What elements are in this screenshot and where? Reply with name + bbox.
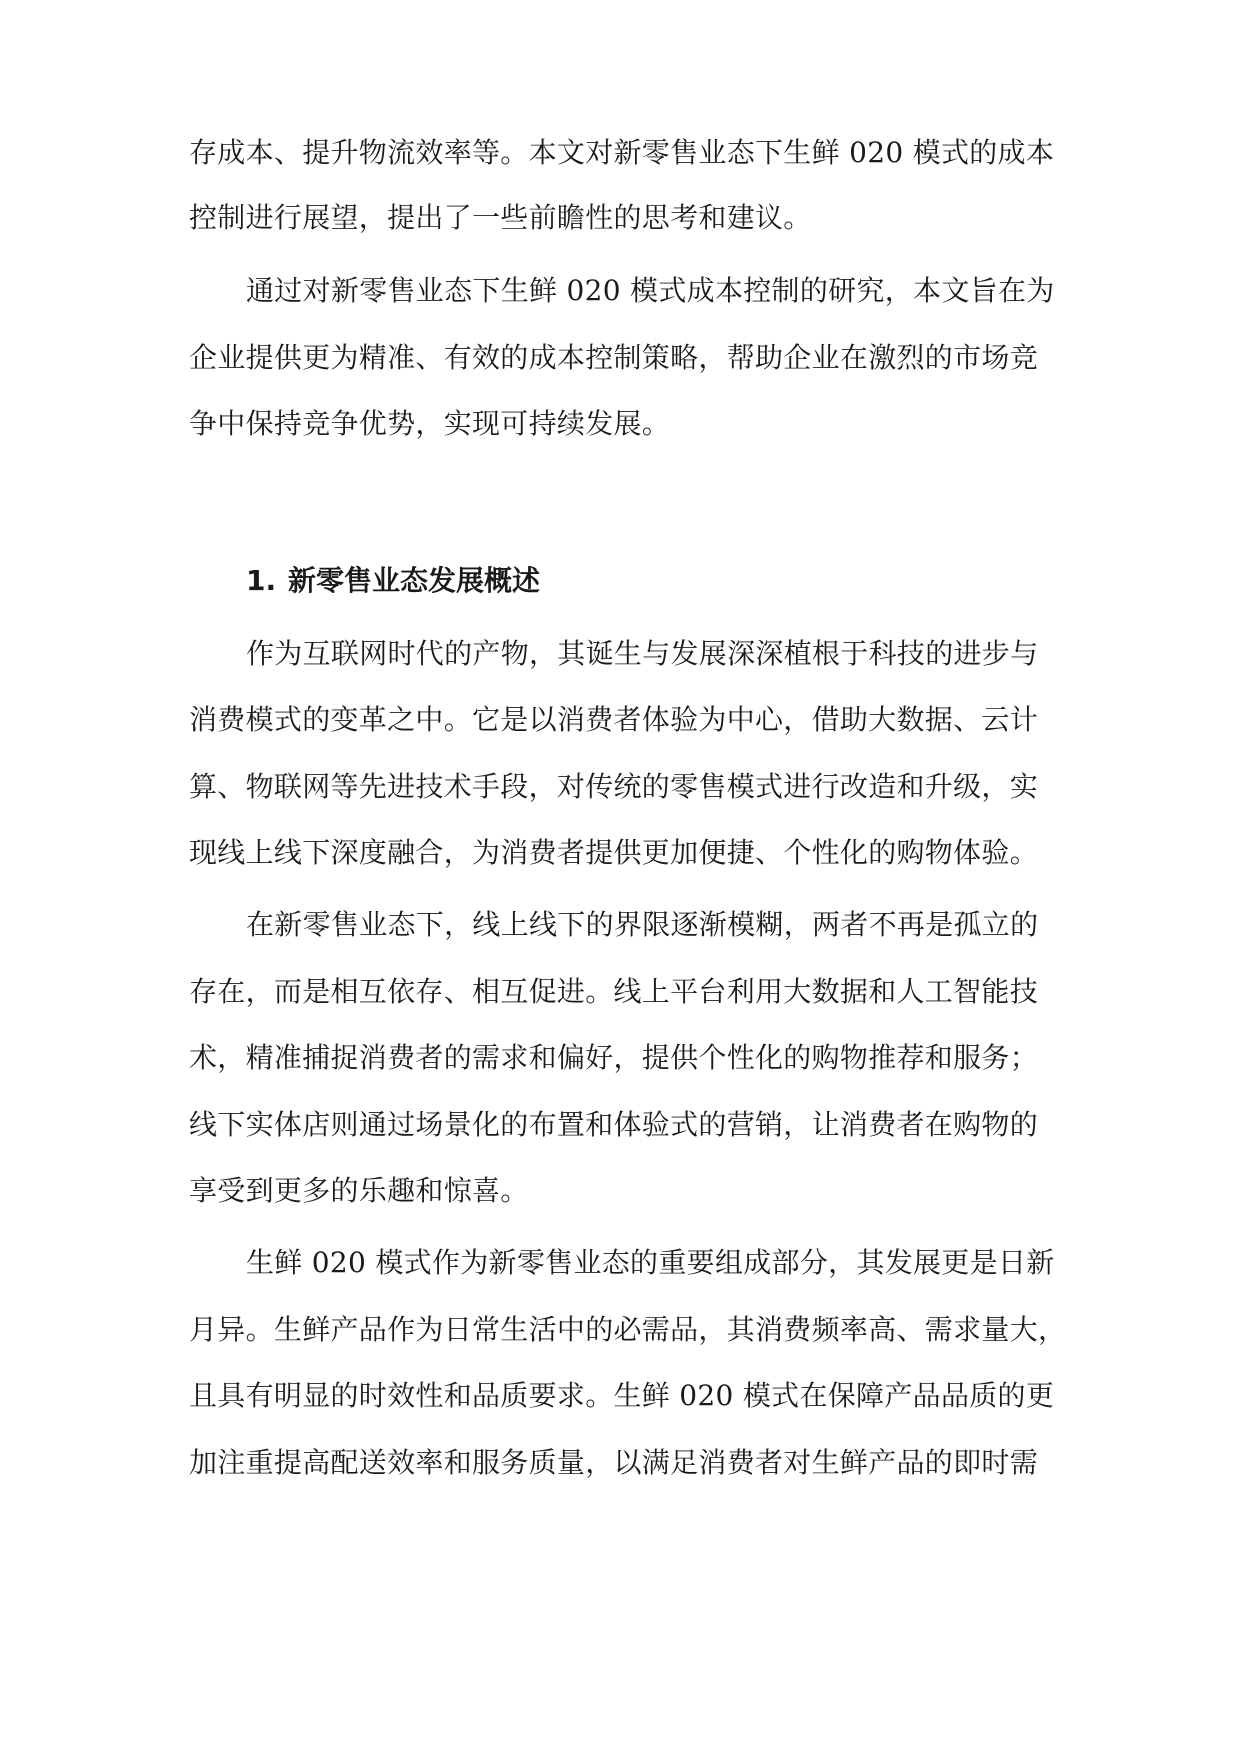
paragraph-line: 加注重提高配送效率和服务质量，以满足消费者对生鲜产品的即时需 <box>189 1446 1039 1479</box>
paragraph-line: 存在，而是相互依存、相互促进。线上平台利用大数据和人工智能技 <box>189 975 1039 1008</box>
paragraph-line: 线下实体店则通过场景化的布置和体验式的营销，让消费者在购物的 <box>189 1108 1039 1141</box>
paragraph-line: 现线上线下深度融合，为消费者提供更加便捷、个性化的购物体验。 <box>189 836 1039 869</box>
paragraph-line: 争中保持竞争优势，实现可持续发展。 <box>189 407 671 440</box>
section-number: 1. <box>246 564 277 597</box>
paragraph-line: 作为互联网时代的产物，其诞生与发展深深植根于科技的进步与 <box>246 637 1039 670</box>
paragraph-line: 通过对新零售业态下生鲜 020 模式成本控制的研究，本文旨在为 <box>246 274 1055 307</box>
paragraph-line: 术，精准捕捉消费者的需求和偏好，提供个性化的购物推荐和服务； <box>189 1041 1039 1074</box>
paragraph-line: 生鲜 020 模式作为新零售业态的重要组成部分，其发展更是日新 <box>246 1246 1055 1279</box>
section-heading <box>246 561 540 601</box>
paragraph-line: 在新零售业态下，线上线下的界限逐渐模糊，两者不再是孤立的 <box>246 908 1039 941</box>
paragraph-line: 算、物联网等先进技术手段，对传统的零售模式进行改造和升级，实 <box>189 770 1039 803</box>
paragraph-line: 存成本、提升物流效率等。本文对新零售业态下生鲜 020 模式的成本 <box>189 136 1055 169</box>
paragraph-line: 控制进行展望，提出了一些前瞻性的思考和建议。 <box>189 201 812 234</box>
paragraph-line: 消费模式的变革之中。它是以消费者体验为中心，借助大数据、云计 <box>189 703 1039 736</box>
paragraph-line: 月异。生鲜产品作为日常生活中的必需品，其消费频率高、需求量大， <box>189 1313 1067 1346</box>
section-title: 新零售业态发展概述 <box>288 564 541 597</box>
paragraph-line: 享受到更多的乐趣和惊喜。 <box>189 1174 529 1207</box>
paragraph-line: 企业提供更为精准、有效的成本控制策略，帮助企业在激烈的市场竞 <box>189 341 1039 374</box>
paragraph-line: 且具有明显的时效性和品质要求。生鲜 020 模式在保障产品品质的更 <box>189 1379 1055 1412</box>
